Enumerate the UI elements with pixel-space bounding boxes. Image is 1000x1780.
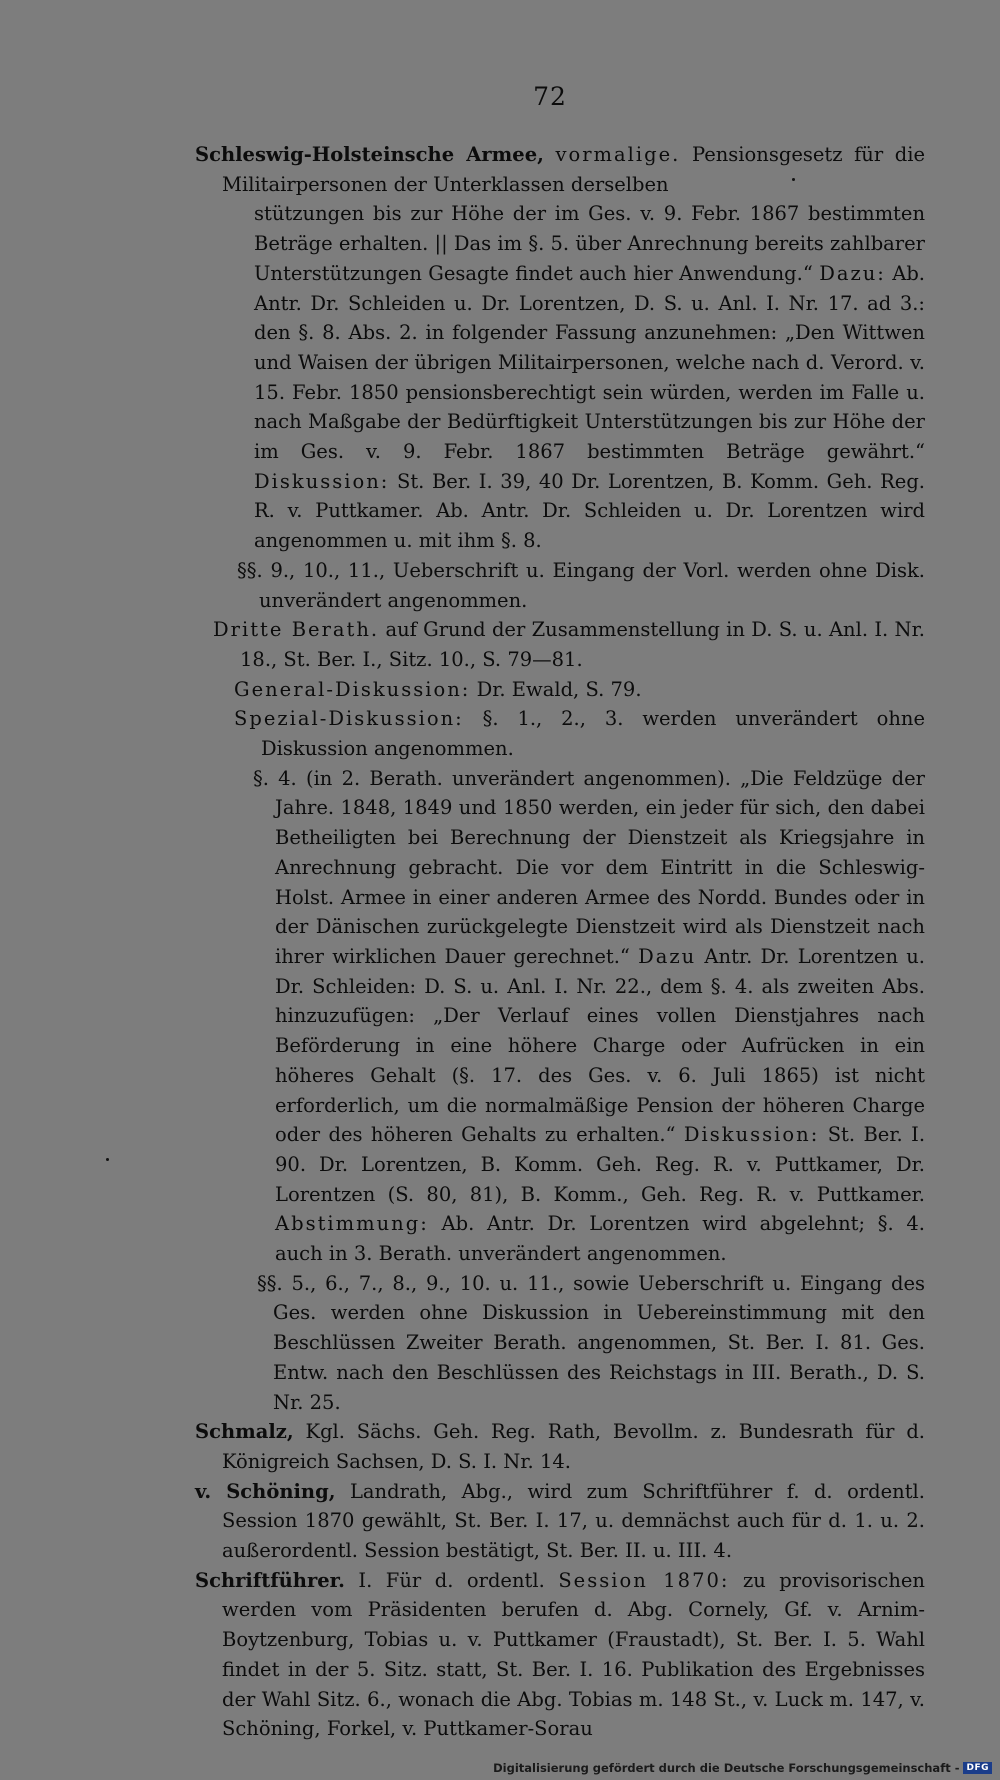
entry-tail: St. Ber. I. 39, 40 Dr. Lorentzen, B. Komm. Geh. Reg. R. v. Puttkamer. Ab. Antr. Dr. Schleiden u. Dr. Lorentzen wird angenommen u. mit ihm §. 8.: [254, 469, 925, 553]
dfg-logo: DFG: [963, 1762, 992, 1774]
entry-text: §. 1., 2., 3. werden unverändert ohne Diskussion angenommen.: [261, 707, 925, 761]
entry-head: Schmalz,: [195, 1420, 294, 1444]
entry-lead: Dritte Berath.: [213, 618, 380, 642]
entry-paragraphs-5-11: [257, 1269, 925, 1418]
entry-text: I. Für d. ordentl.: [358, 1568, 545, 1592]
scan-speck: [106, 1158, 109, 1161]
entry-lead: Dazu: [638, 944, 697, 968]
entry-continuation: [254, 199, 925, 555]
entry-text: Pensionsgesetz für die Militairpersonen der Unterklassen derselben: [222, 143, 926, 196]
entry-lead: Diskussion:: [254, 469, 390, 493]
entry-tail: St. Ber. I. 90. Dr. Lorentzen, B. Komm. Geh. Reg. R. v. Puttkamer, Dr. Lorentzen (S. 80, 81), B. Komm., Geh. Reg. R. v. Puttkamer.: [275, 1123, 926, 1206]
entry-lead: Diskussion:: [683, 1123, 820, 1147]
entry-lead: Spezial-Diskussion:: [234, 707, 464, 731]
entry-text: §§. 5., 6., 7., 8., 9., 10. u. 11., sowie Ueberschrift u. Eingang des Ges. werden ohne Diskussion in Uebereinstimmung mit den Beschlüssen Zweiter Berath. angenommen, St. Ber. I. 81. Ges. Entw. nach den Beschlüssen des Reichstags in III. Berath., D. S. Nr. 25.: [257, 1271, 925, 1414]
entry-tail: Ab. Antr. Dr. Lorentzen wird abgelehnt; §. 4. auch in 3. Berath. unverändert angenommen.: [275, 1212, 926, 1266]
entry-lead: vormalige.: [555, 143, 681, 166]
entry-dritte-berath: [213, 615, 925, 674]
scan-speck: [792, 178, 795, 181]
entry-schleswig-holsteinsche-armee: [195, 140, 925, 199]
footer-text: Digitalisierung gefördert durch die Deutsche Forschungsgemeinschaft -: [493, 1761, 960, 1775]
entry-v-schoening: [195, 1477, 925, 1566]
entry-tail: Ab. Antr. Dr. Schleiden u. Dr. Lorentzen, D. S. u. Anl. I. Nr. 17. ad 3.: den §. 8. Abs. 2. in folgender Fassung anzunehmen: „Den Wittwen und Waisen der übrigen Militairpersonen, welche nach d. Verord. v. 15. Febr. 1850 pensionsberechtigt sein würden, werden im Falle u. nach Maßgabe der Bedürftigkeit Unterstützungen bis zur Höhe der im Ges. v. 9. Febr. 1867 bestimmten Beträge gewährt.“: [254, 261, 925, 464]
entry-tail: zu provisorischen werden vom Präsidenten berufen d. Abg. Cornely, Gf. v. Arnim-Boytzenburg, Tobias u. v. Puttkamer (Fraustadt), St. Ber. I. 5. Wahl findet in der 5. Sitz. statt, St. Ber. I. 16. Publikation des Ergebnisses der Wahl Sitz. 6., wonach die Abg. Tobias m. 148 St., v. Luck m. 147, v. Schöning, Forkel, v. Puttkamer-Sorau: [222, 1568, 925, 1741]
entry-text: Kgl. Sächs. Geh. Reg. Rath, Bevollm. z. Bundesrath für d. Königreich Sachsen, D. S. I. Nr. 14.: [222, 1420, 925, 1473]
entry-text: §. 4. (in 2. Berath. unverändert angenommen). „Die Feldzüge der Jahre. 1848, 1849 und 1850 werden, ein jeder für sich, den dabei Betheiligten bei Berechnung der Dienstzeit als Kriegsjahre in Anrechnung gebracht. Die vor dem Eintritt in die Schleswig-Holst. Armee in einer anderen Armee des Nordd. Bundes oder in der Dänischen zurückgelegte Dienstzeit wird als Dienstzeit nach ihrer wirklichen Dauer gerechnet.“: [253, 766, 925, 968]
entry-schriftfuehrer: [195, 1566, 925, 1744]
entry-schmalz: [195, 1417, 925, 1476]
entry-tail: Antr. Dr. Lorentzen u. Dr. Schleiden: D. S. u. Anl. I. Nr. 22., dem §. 4. als zweiten Abs. hinzuzufügen: „Der Verlauf eines vollen Dienstjahres nach Beförderung in eine höhere Charge oder Aufrücken in ein höheres Gehalt (§. 17. des Ges. v. 6. Juli 1865) ist nicht erforderlich, um die normalmäßige Pension der höheren Charge oder des höheren Gehalts zu erhalten.“: [275, 944, 926, 1147]
index-text: [195, 140, 925, 1744]
digitization-footer: [493, 1758, 992, 1778]
entry-lead: Dazu:: [819, 261, 886, 285]
entry-paragraph-4: [253, 764, 925, 1269]
entry-lead: Abstimmung:: [275, 1212, 429, 1236]
entry-lead: Session 1870:: [558, 1568, 730, 1592]
entry-text: auf Grund der Zusammenstellung in D. S. u. Anl. I. Nr. 18., St. Ber. I., Sitz. 10., S. 79—81.: [240, 618, 925, 671]
entry-head: Schleswig-Holsteinsche Armee,: [195, 143, 544, 166]
entry-general-diskussion: [234, 675, 925, 705]
entry-text: Landrath, Abg., wird zum Schriftführer f. d. ordentl. Session 1870 gewählt, St. Ber. I. 17, u. demnächst auch für d. 1. u. 2. außerordentl. Session bestätigt, St. Ber. II. u. III. 4.: [222, 1479, 925, 1563]
entry-text: Dr. Ewald, S. 79.: [476, 677, 642, 701]
entry-head: Schriftführer.: [195, 1568, 345, 1592]
page-number: 72: [533, 82, 567, 111]
entry-lead: General-Diskussion:: [234, 677, 471, 701]
entry-head: v. Schöning,: [195, 1479, 336, 1503]
entry-text: stützungen bis zur Höhe der im Ges. v. 9. Febr. 1867 bestimmten Beträge erhalten. || Das im §. 5. über Anrechnung bereits zahlbarer Unterstützungen Gesagte findet auch hier Anwendung.“: [254, 202, 925, 285]
entry-text: §§. 9., 10., 11., Ueberschrift u. Eingang der Vorl. werden ohne Disk. unverändert angenommen.: [237, 558, 925, 612]
entry-spezial-diskussion: [234, 704, 925, 763]
entry-paragraphs-9-11: [237, 556, 925, 615]
